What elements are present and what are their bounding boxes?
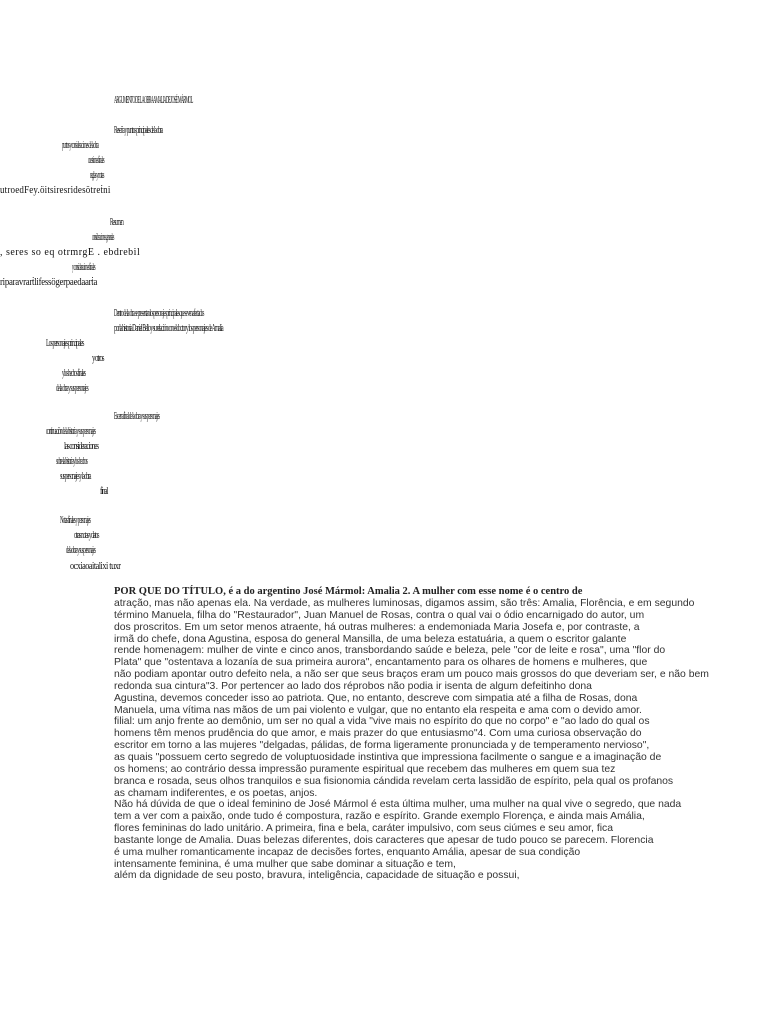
article-line: rende homenagem: mulher de vinte e cinco anos, transbordando saúde e beleza, pele "cor de leite e rosa", uma "flor do bbox=[114, 645, 666, 657]
garbled-title: ARGUMENTO DE LA OBRA AMALIA DE JOSÉ MÁRMOL bbox=[114, 95, 193, 106]
article-line: branca e rosada, seus olhos tranquilos e sua fisionomia cándida revelam certa lassidão de espírito, pela qual os profanos bbox=[114, 775, 674, 787]
garbled-line: por la historia Daniel Bello y su relación con el doctor y los personajes de Amalia bbox=[114, 323, 223, 334]
article-line: dos proscritos. Em um setor menos atraente, há outras mulheres: a endemoniada Maria Josefa e, por contraste, a bbox=[114, 621, 640, 633]
article-paragraphs bbox=[114, 598, 709, 882]
garbled-line: de la obra y sus personajes bbox=[56, 383, 88, 394]
article-line: é uma mulher romanticamente incapaz de decisões fortes, enquanto Amália, apesar de sua condição bbox=[114, 846, 581, 858]
article-line: escritor em torno a las mujeres "delgadas, pálidas, de forma ligeramente pronunciada y de temperamento nervioso", bbox=[114, 740, 650, 752]
article-line: atração, mas não apenas ela. Na verdade, as mulheres luminosas, digamos assim, são três: Amalia, Florência, e em segundo bbox=[114, 598, 695, 609]
article-heading: POR QUE DO TÍTULO, é a do argentino José Mármol: Amalia 2. A mulher com esse nome é o centro de bbox=[114, 586, 583, 597]
garbled-line: y los hechos finales bbox=[62, 368, 86, 379]
article-line: irmã do chefe, dona Agustina, esposa do general Mansilla, de uma beleza estatuária, a quem o escritor galante bbox=[114, 633, 627, 645]
garbled-line: , seres so eq otrmrgE . ebdrebil bbox=[0, 247, 141, 258]
garbled-line: riparavrarṫlifessögerpaedaarṫa bbox=[0, 277, 98, 288]
article-line: Não há dúvida de que o ideal feminino de José Mármol é esta última mulher, uma mulher na qual vive o segredo, que nada bbox=[114, 799, 682, 811]
garbled-line: reglas y notas bbox=[90, 170, 104, 181]
garbled-line: otras notas y datos bbox=[74, 530, 99, 541]
article-line: as quais "possuem certo segredo de voluptuosidade instintiva que impressiona facilmente o sangue e a imaginação de bbox=[114, 751, 662, 763]
garbled-line: Escena final de la obra y sus personajes bbox=[114, 411, 160, 422]
article-line: término Manuela, filha do "Restaurador", Juan Manuel de Rosas, contra o qual vai o ódio encarnigado do autor, um bbox=[114, 609, 645, 621]
article-line: Plata" que "ostentava a lozanía de sua primeira aurora", encantamento para os olhares de homens e mulheres, que bbox=[114, 657, 648, 669]
garbled-line: Resumen bbox=[110, 217, 124, 228]
article-line: além da dignidade de seu posto, bravura, inteligência, capacidade de situação e possui, bbox=[114, 870, 520, 882]
garbled-line: ocxiaoaitalixi tuxr bbox=[70, 561, 121, 572]
garbled-line: y otros bbox=[92, 353, 104, 364]
garbled-line: consideraciones generales bbox=[92, 232, 114, 243]
garbled-line: final bbox=[100, 486, 108, 497]
garbled-line: Los personajes principales bbox=[46, 338, 84, 349]
garbled-line: cuestiones finales bbox=[88, 155, 104, 166]
article-line: homens têm menos prudência do que amor, e mais prazer do que entusiasmo"4. Com uma curiosa observação do bbox=[114, 728, 642, 740]
article-line: Agustina, devemos conceder isso ao patriota. Que, no entanto, descreve com simpatia até a filha de Rosas, dona bbox=[114, 692, 638, 704]
garbled-line: sobre la historia y los hechos bbox=[56, 456, 88, 467]
garbled-line: Reseña y puntos principales de la obra bbox=[114, 125, 163, 136]
garbled-line: Dentro de la obra se presentan los personajes principales que se ven afectados bbox=[114, 308, 204, 319]
article-line: bastante longe de Amalia. Duas belezas diferentes, dois caracteres que apesar de tudo pouco se parecem. Florencia bbox=[114, 834, 654, 846]
article-line: as chamam indiferentes, e os poetas, anjos. bbox=[114, 787, 318, 799]
garbled-line: las consideraciones bbox=[64, 441, 98, 452]
article-line: os homens; ao contrário dessa impressão puramente espiritual que recebem das mulheres em quem sua tez bbox=[114, 763, 616, 775]
article-line: filial: um anjo frente ao demônio, um ser no qual a vida "vive mais no espírito do que no corpo" e "ao lado do qual os bbox=[114, 716, 650, 728]
garbled-line: sus personajes y la obra bbox=[60, 471, 91, 482]
garbled-line: y consideraciones finales bbox=[72, 262, 96, 273]
garbled-line: de la obra y sus personajes bbox=[66, 545, 96, 556]
article-line: Manuela, uma vítima nas mãos de um pai violento e vulgar, que no entanto ela respeita e ama com o devido amor. bbox=[114, 704, 642, 716]
article-line: redonda sua cintura"3. Por pertencer ao lado dos réprobos não podia ir isenta de algum defeitinho dona bbox=[114, 680, 592, 692]
article-line: tem a ver com a paixão, onde tudo é compostura, razão e espírito. Grande exemplo Florença, e ainda mais Amália, bbox=[114, 811, 645, 823]
article-body bbox=[114, 586, 709, 882]
garbled-line: continuación de la historia y sus personajes bbox=[46, 426, 96, 437]
article-line: intensamente feminina, é uma mulher que sabe dominar a situação e tem, bbox=[114, 858, 456, 870]
article-line: flores femininas do lado unitário. A primeira, fina e bela, caráter impulsivo, com seus ciúmes e seu amor, fica bbox=[114, 823, 613, 835]
garbled-line: Notas finales y personajes bbox=[60, 515, 91, 526]
garbled-line: utroedFey.öitsiresridesötreṫni bbox=[0, 185, 111, 196]
article-line: não podiam apontar outro defeito nela, a não ser que seus braços eram um pouco mais grossos do que deveriam ser, e não bem bbox=[114, 669, 709, 681]
garbled-line: puntos y consideraciones de la obra bbox=[62, 140, 99, 151]
